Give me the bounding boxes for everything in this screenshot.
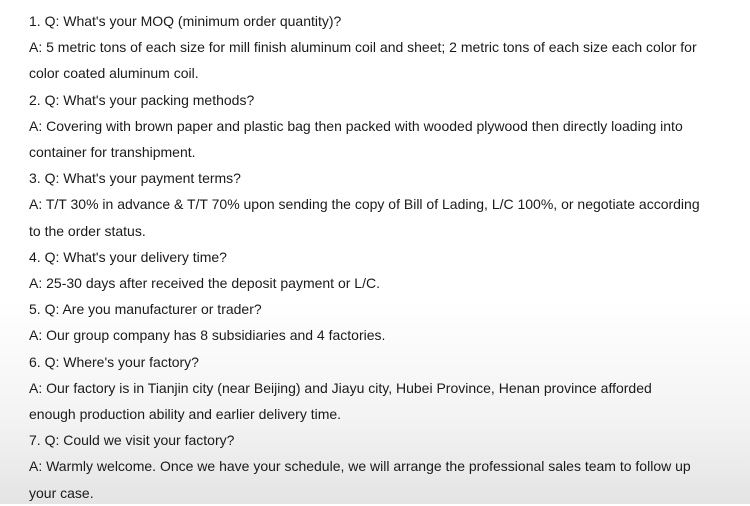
faq-question: 1. Q: What's your MOQ (minimum order quantity)? (29, 13, 342, 29)
faq-answer-line: container for transhipment. (29, 144, 196, 161)
faq-answer-line: A: 25-30 days after received the deposit payment or L/C. (29, 275, 380, 292)
faq-question: 3. Q: What's your payment terms? (29, 170, 241, 187)
faq-answer-line: your case. (29, 484, 94, 501)
faq-question: 7. Q: Could we visit your factory? (29, 432, 235, 449)
faq-question: 4. Q: What's your delivery time? (29, 248, 227, 265)
faq-question: 5. Q: Are you manufacturer or trader? (29, 301, 262, 318)
faq-item-1 (29, 8, 741, 87)
faq-answer-line: to the order status. (29, 222, 146, 239)
faq-item-5 (29, 296, 741, 348)
faq-answer-line: A: Our factory is in Tianjin city (near Beijing) and Jiayu city, Hubei Province, Henan province afforded (29, 379, 652, 396)
faq-item-3 (29, 165, 741, 244)
faq-answer-line: A: Covering with brown paper and plastic bag then packed with wooded plywood then directly loading into (29, 117, 683, 134)
faq-list (29, 8, 741, 506)
faq-answer-line: color coated aluminum coil. (29, 65, 199, 82)
faq-item-6 (29, 349, 741, 428)
faq-item-4 (29, 244, 741, 296)
faq-question: 6. Q: Where's your factory? (29, 353, 199, 370)
faq-answer-line: A: Warmly welcome. Once we have your schedule, we will arrange the professional sales team to follow up (29, 458, 691, 475)
faq-item-7 (29, 427, 741, 506)
faq-answer-line: A: T/T 30% in advance & T/T 70% upon sending the copy of Bill of Lading, L/C 100%, or negotiate according (29, 196, 700, 213)
faq-answer-line: A: 5 metric tons of each size for mill finish aluminum coil and sheet; 2 metric tons of each size each color for (29, 39, 697, 56)
faq-answer-line: A: Our group company has 8 subsidiaries and 4 factories. (29, 327, 386, 344)
faq-item-2 (29, 87, 741, 166)
faq-answer-line: enough production ability and earlier delivery time. (29, 406, 342, 423)
faq-question: 2. Q: What's your packing methods? (29, 91, 255, 108)
